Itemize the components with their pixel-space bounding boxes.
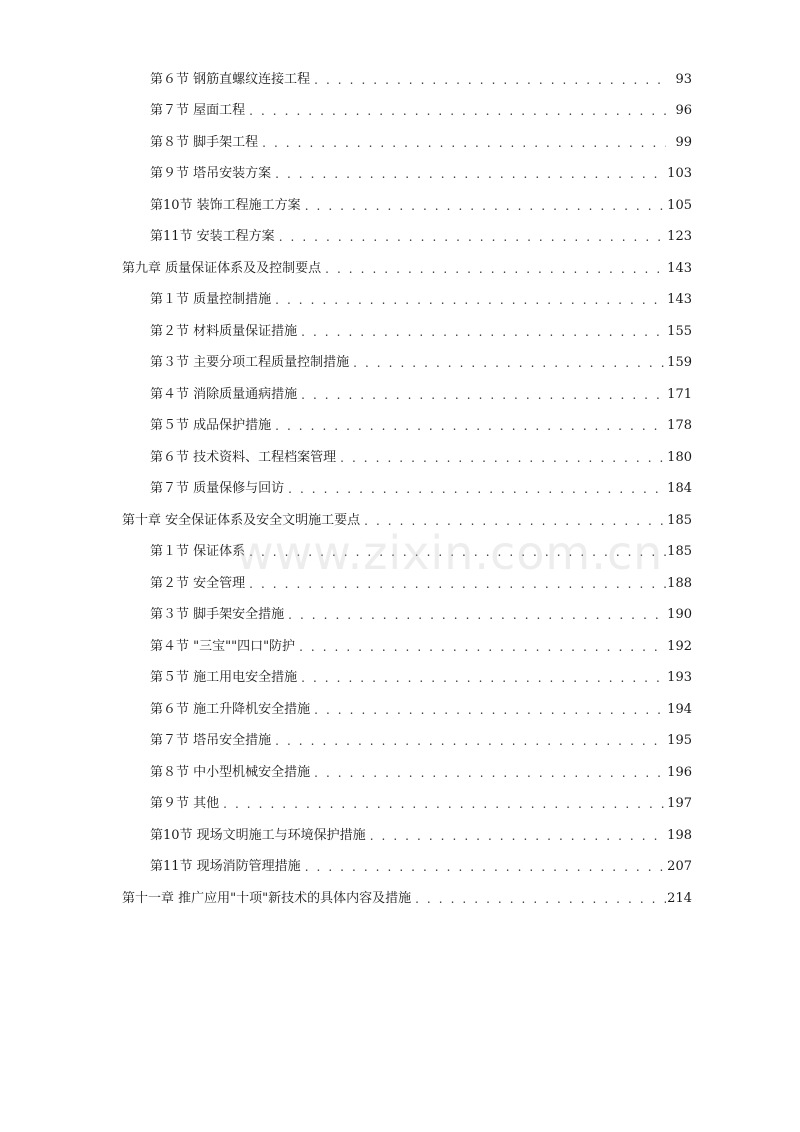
toc-entry-label: 第４节 "三宝""四口"防护 [150,638,296,654]
toc-page-number: 143 [667,260,692,276]
toc-entry-label: 第３节 主要分项工程质量控制措施 [150,355,350,371]
toc-dot-leader [275,733,666,749]
toc-page-number: 96 [675,103,692,119]
toc-entry-label: 第６节 施工升降机安全措施 [150,701,311,717]
watermark-text: www.zixin.com.cn [236,526,664,580]
toc-dot-leader [262,135,666,151]
toc-entry[interactable] [0,127,800,159]
toc-dot-leader [279,229,666,245]
toc-entry[interactable] [0,694,800,726]
toc-entry-label: 第11节 安装工程方案 [150,229,275,245]
toc-page-number: 198 [667,827,692,843]
toc-entry-label: 第十一章 推广应用"十项"新技术的具体内容及措施 [122,890,412,906]
toc-entry-label: 第８节 脚手架工程 [150,134,259,150]
toc-entry[interactable] [0,190,800,222]
toc-page-number: 178 [667,418,692,434]
toc-entry-label: 第11节 现场消防管理措施 [150,859,301,875]
toc-page-number: 185 [667,544,692,560]
toc-dot-leader [415,891,666,907]
toc-entry[interactable] [0,631,800,663]
toc-dot-leader [370,828,666,844]
toc-entry-label: 第８节 中小型机械安全措施 [150,764,311,780]
toc-chapter-entry[interactable] [0,505,800,537]
toc-page-number: 207 [667,859,692,875]
toc-entry[interactable] [0,568,800,600]
toc-entry-label: 第十章 安全保证体系及安全文明施工要点 [122,512,361,528]
toc-dot-leader [249,576,666,592]
toc-entry-label: 第10节 装饰工程施工方案 [150,197,301,213]
toc-entry[interactable] [0,411,800,443]
toc-entry-label: 第５节 成品保护措施 [150,418,272,434]
toc-entry[interactable] [0,222,800,254]
toc-dot-leader [353,355,666,371]
toc-page-number: 197 [667,796,692,812]
toc-page-number: 143 [667,292,692,308]
toc-dot-leader [275,418,666,434]
toc-entry[interactable] [0,96,800,128]
toc-entry[interactable] [0,64,800,96]
toc-dot-leader [301,387,666,403]
toc-entry[interactable] [0,159,800,191]
toc-entry-label: 第９节 其他 [150,796,220,812]
toc-dot-leader [314,702,666,718]
toc-dot-leader [288,481,666,497]
toc-page-number: 159 [667,355,692,371]
toc-page-number: 103 [667,166,692,182]
toc-entry-label: 第６节 技术资料、工程档案管理 [150,449,337,465]
toc-dot-leader [288,607,666,623]
toc-entry[interactable] [0,442,800,474]
toc-page-number: 185 [667,512,692,528]
toc-dot-leader [301,324,666,340]
toc-dot-leader [314,765,666,781]
toc-entry-label: 第２节 安全管理 [150,575,246,591]
toc-page-number: 105 [667,197,692,213]
toc-page-number: 188 [667,575,692,591]
toc-page-number: 194 [667,701,692,717]
toc-entry[interactable] [0,757,800,789]
toc-page-number: 190 [667,607,692,623]
toc-page-number: 180 [667,449,692,465]
toc-dot-leader [314,72,666,88]
toc-page-number: 195 [667,733,692,749]
toc-entry[interactable] [0,726,800,758]
toc-entry-label: 第７节 质量保修与回访 [150,481,285,497]
toc-dot-leader [301,670,666,686]
toc-entry[interactable] [0,316,800,348]
toc-entry[interactable] [0,820,800,852]
toc-dot-leader [325,261,666,277]
toc-entry-label: 第３节 脚手架安全措施 [150,607,285,623]
toc-page-number: 192 [667,638,692,654]
toc-page-number: 123 [667,229,692,245]
toc-entry-label: 第６节 钢筋直螺纹连接工程 [150,71,311,87]
toc-entry[interactable] [0,537,800,569]
toc-entry[interactable] [0,600,800,632]
toc-dot-leader [299,639,666,655]
toc-page-number: 214 [667,890,692,906]
toc-page-number: 171 [667,386,692,402]
toc-dot-leader [340,450,666,466]
toc-entry[interactable] [0,663,800,695]
toc-entry[interactable] [0,852,800,884]
toc-entry[interactable] [0,379,800,411]
toc-page-number: 99 [675,134,692,150]
toc-page-number: 155 [667,323,692,339]
toc-entry-label: 第９节 塔吊安装方案 [150,166,272,182]
toc-entry[interactable] [0,348,800,380]
toc-entry[interactable] [0,789,800,821]
toc-page-number: 196 [667,764,692,780]
toc-entry[interactable] [0,474,800,506]
toc-chapter-entry[interactable] [0,253,800,285]
toc-entry-label: 第九章 质量保证体系及及控制要点 [122,260,322,276]
toc-entry-label: 第１节 质量控制措施 [150,292,272,308]
toc-page-number: 193 [667,670,692,686]
toc-page-number: 93 [675,71,692,87]
toc-entry-label: 第４节 消除质量通病措施 [150,386,298,402]
toc-entry-label: 第７节 屋面工程 [150,103,246,119]
toc-dot-leader [223,796,666,812]
toc-dot-leader [305,198,666,214]
toc-entry-label: 第５节 施工用电安全措施 [150,670,298,686]
table-of-contents [0,64,800,915]
toc-entry-label: 第７节 塔吊安全措施 [150,733,272,749]
toc-dot-leader [275,166,666,182]
toc-dot-leader [305,859,666,875]
toc-entry-label: 第１节 保证体系 [150,544,246,560]
toc-entry[interactable] [0,285,800,317]
toc-dot-leader [249,103,666,119]
toc-dot-leader [249,544,666,560]
toc-chapter-entry[interactable] [0,883,800,915]
toc-dot-leader [364,513,666,529]
toc-page-number: 184 [667,481,692,497]
toc-dot-leader [275,292,666,308]
toc-entry-label: 第10节 现场文明施工与环境保护措施 [150,827,366,843]
toc-entry-label: 第２节 材料质量保证措施 [150,323,298,339]
